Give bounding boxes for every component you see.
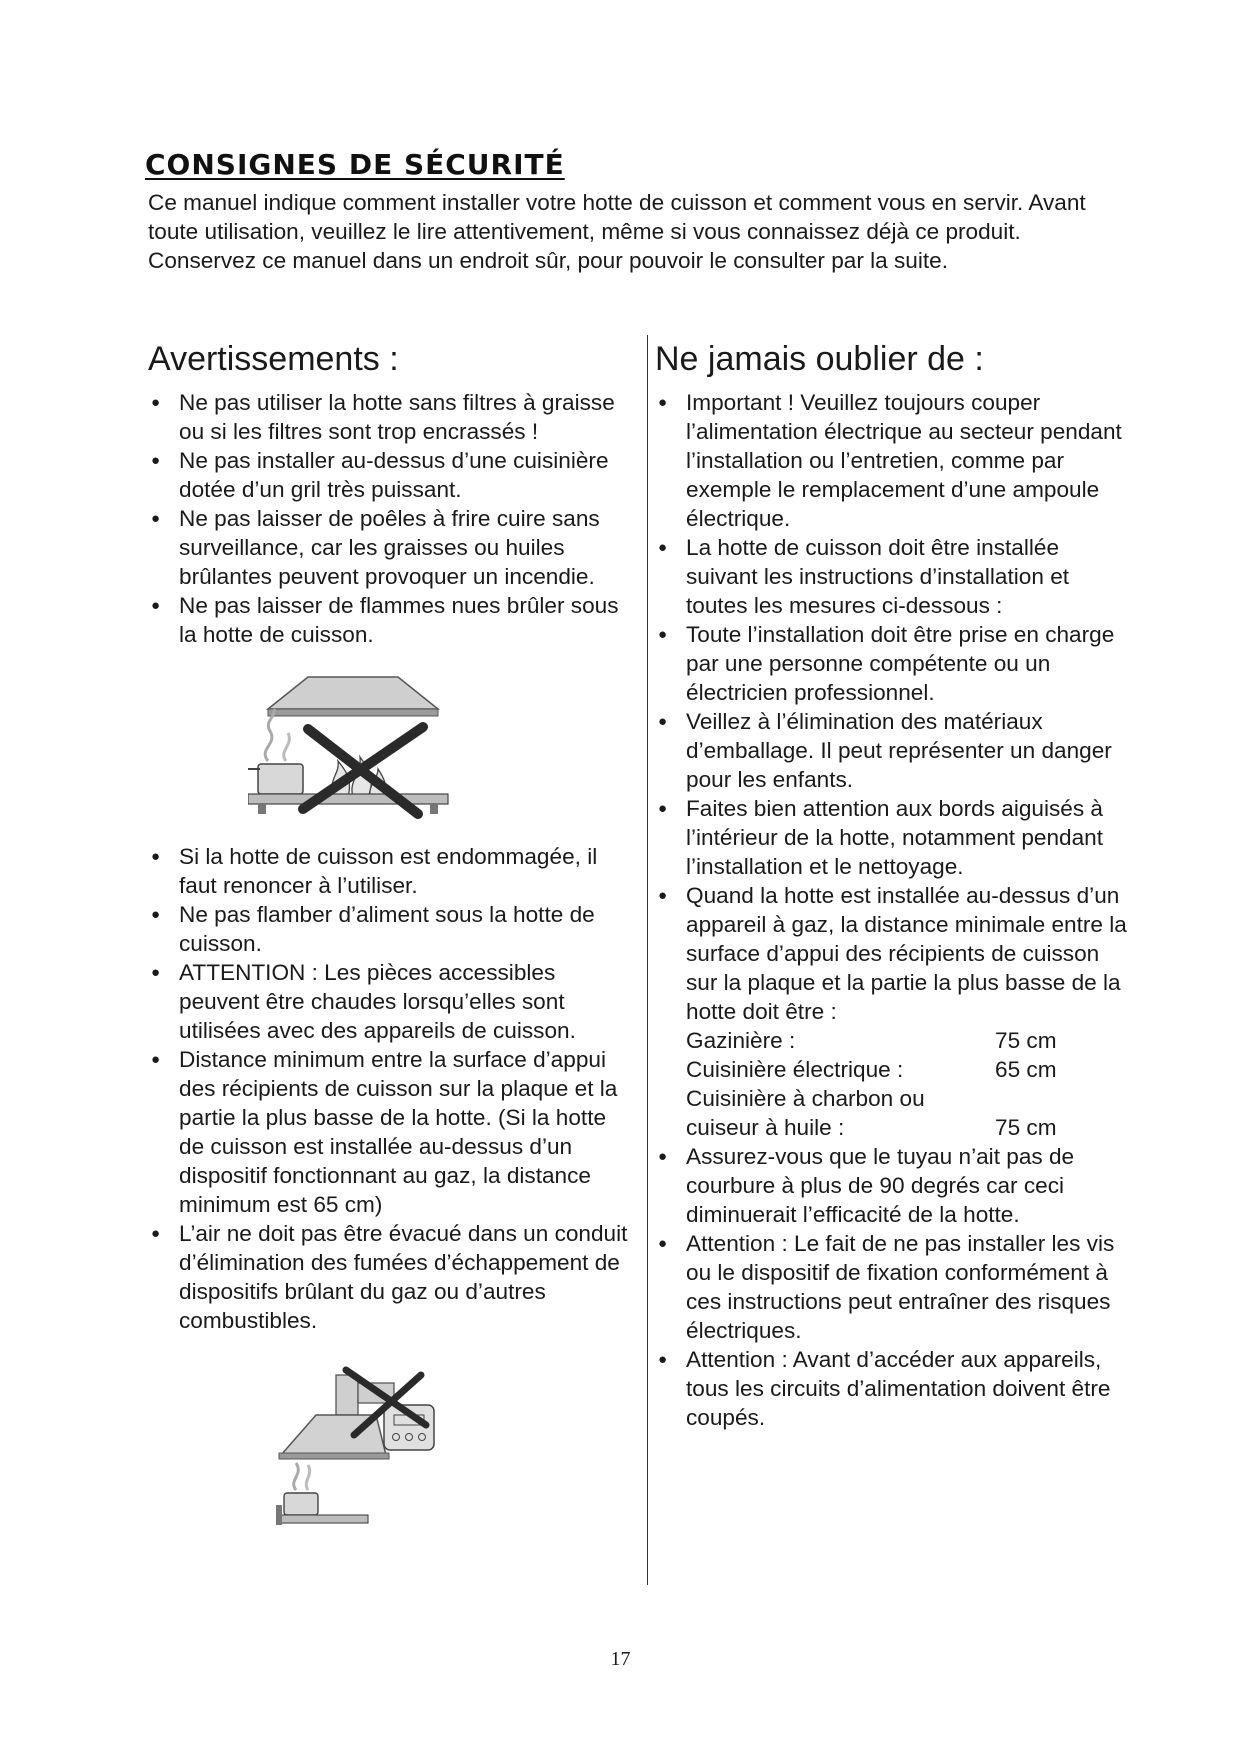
list-item: ● Faites bien attention aux bords aiguisés à l’intérieur de la hotte, notamment pendant l’installation et le nettoyage. bbox=[655, 794, 1135, 881]
list-item: ● Important ! Veuillez toujours couper l’alimentation électrique au secteur pendant l’installation ou l’entretien, comme par exemple le remplacement d’une ampoule électrique. bbox=[655, 388, 1135, 533]
reminders-column bbox=[655, 338, 1135, 1432]
list-item-gas-distances bbox=[655, 881, 1135, 1142]
warnings-list-bottom bbox=[148, 842, 628, 1335]
no-exhaust-flue-illustration bbox=[276, 1365, 628, 1535]
gas-distance-text: Quand la hotte est installée au-dessus d’un appareil à gaz, la distance minimale entre la surface d’appui des récipients de cuisson sur la plaque et la partie la plus basse de la hotte doit être : bbox=[686, 883, 1127, 1024]
page-title: CONSIGNES DE SÉCURITÉ bbox=[145, 148, 565, 181]
table-row bbox=[686, 1113, 1135, 1142]
hood-boiler-crossed-icon bbox=[276, 1365, 451, 1530]
list-item: ● Si la hotte de cuisson est endommagée, il faut renoncer à l’utiliser. bbox=[148, 842, 628, 900]
distance-label: Cuisinière électrique : bbox=[686, 1057, 904, 1082]
distance-label: Gazinière : bbox=[686, 1028, 796, 1053]
list-item: ● La hotte de cuisson doit être installée suivant les instructions d’installation et toutes les mesures ci-dessous : bbox=[655, 533, 1135, 620]
column-divider bbox=[647, 335, 648, 1585]
distance-value: 75 cm bbox=[995, 1028, 1057, 1053]
list-item: ● Ne pas laisser de poêles à frire cuire sans surveillance, car les graisses ou huiles brûlantes peuvent provoquer un incendie. bbox=[148, 504, 628, 591]
list-item: ● ATTENTION : Les pièces accessibles peuvent être chaudes lorsqu’elles sont utilisées avec des appareils de cuisson. bbox=[148, 958, 628, 1045]
distance-label: Cuisinière à charbon ou bbox=[686, 1086, 925, 1111]
distance-value bbox=[995, 1084, 1135, 1113]
distance-value: 75 cm bbox=[995, 1115, 1057, 1140]
list-item: ● Ne pas installer au-dessus d’une cuisinière dotée d’un gril très puissant. bbox=[148, 446, 628, 504]
list-item: ● Distance minimum entre la surface d’appui des récipients de cuisson sur la plaque et la partie la plus basse de la hotte. (Si la hotte de cuisson est installée au-dessus d’un dispositif fonctionnant au gaz, la distance minimum est 65 cm) bbox=[148, 1045, 628, 1219]
intro-paragraph: Ce manuel indique comment installer votre hotte de cuisson et comment vous en servir. Avant toute utilisation, veuillez le lire attentivement, même si vous connaissez déjà ce produit. Conservez ce manuel dans un endroit sûr, pour pouvoir le consulter par la suite. bbox=[148, 190, 1086, 273]
table-row bbox=[686, 1055, 1135, 1084]
list-item: ● Veillez à l’élimination des matériaux d’emballage. Il peut représenter un danger pour les enfants. bbox=[655, 707, 1135, 794]
list-item: ● Attention : Avant d’accéder aux appareils, tous les circuits d’alimentation doivent être coupés. bbox=[655, 1345, 1135, 1432]
warnings-list-top bbox=[148, 388, 628, 649]
list-item: ● Attention : Le fait de ne pas installer les vis ou le dispositif de fixation conformément à ces instructions peut entraîner des risques électriques. bbox=[655, 1229, 1135, 1345]
distance-label: cuiseur à huile : bbox=[686, 1115, 845, 1140]
distance-table bbox=[686, 1026, 1135, 1142]
list-item: ● Ne pas utiliser la hotte sans filtres à graisse ou si les filtres sont trop encrassés ! bbox=[148, 388, 628, 446]
page-number: 17 bbox=[610, 1648, 631, 1670]
warnings-heading: Avertissements : bbox=[148, 340, 399, 378]
list-item: ● Ne pas flamber d’aliment sous la hotte de cuisson. bbox=[148, 900, 628, 958]
table-row bbox=[686, 1084, 1135, 1113]
no-open-flame-illustration bbox=[248, 669, 628, 824]
warnings-column bbox=[148, 338, 628, 1547]
hood-flame-crossed-icon bbox=[248, 669, 458, 819]
distance-value: 65 cm bbox=[995, 1057, 1057, 1082]
reminders-heading: Ne jamais oublier de : bbox=[655, 340, 984, 378]
list-item: ● Assurez-vous que le tuyau n’ait pas de courbure à plus de 90 degrés car ceci diminuerait l’efficacité de la hotte. bbox=[655, 1142, 1135, 1229]
list-item: ● Toute l’installation doit être prise en charge par une personne compétente ou un électricien professionnel. bbox=[655, 620, 1135, 707]
list-item: ● L’air ne doit pas être évacué dans un conduit d’élimination des fumées d’échappement de dispositifs brûlant du gaz ou d’autres combustibles. bbox=[148, 1219, 628, 1335]
reminders-list-a bbox=[655, 388, 1135, 1432]
list-item: ● Ne pas laisser de flammes nues brûler sous la hotte de cuisson. bbox=[148, 591, 628, 649]
table-row bbox=[686, 1026, 1135, 1055]
